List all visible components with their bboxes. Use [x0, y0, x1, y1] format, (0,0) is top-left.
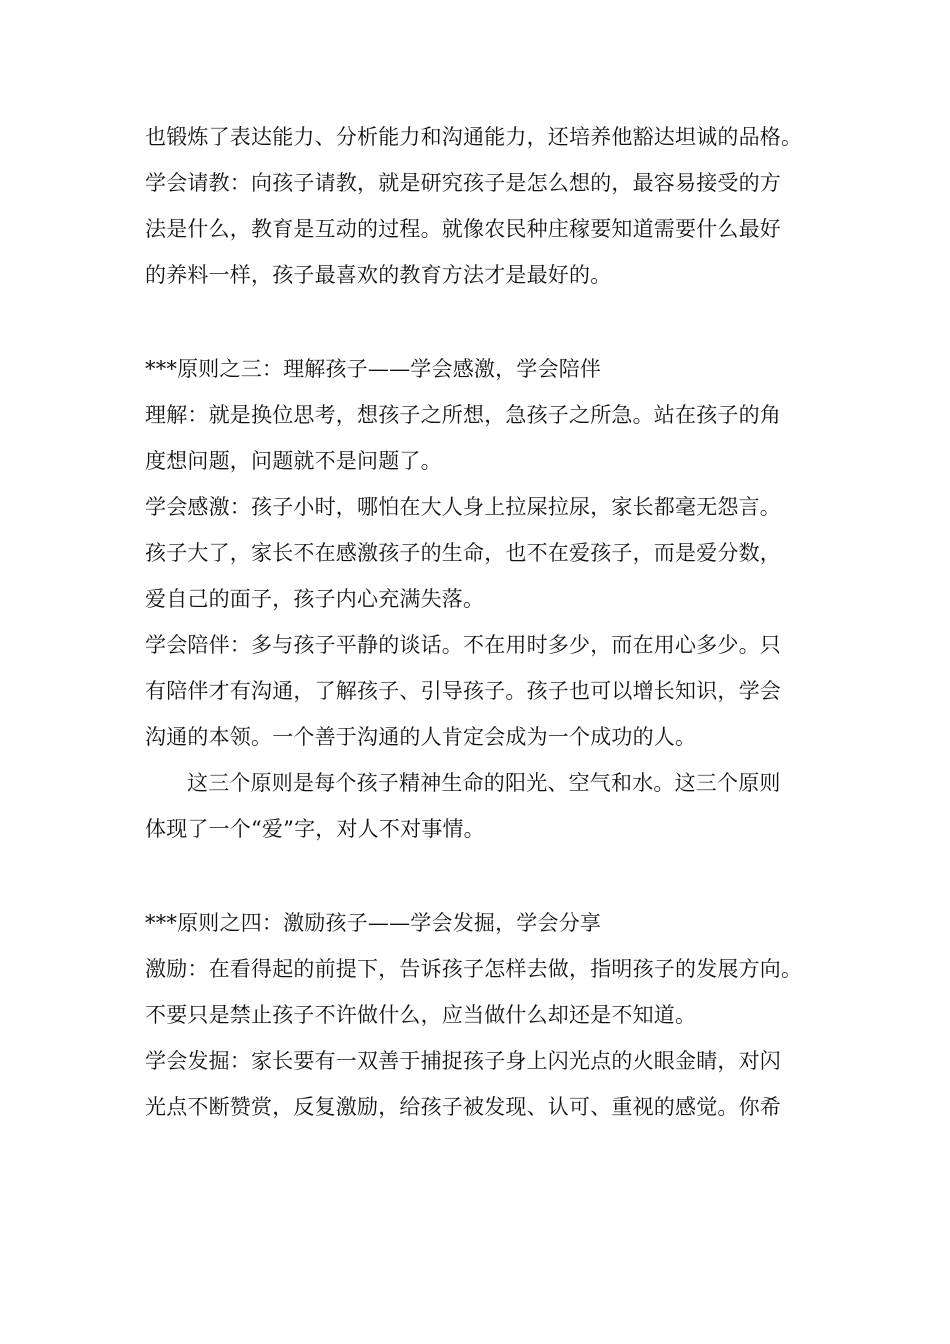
paragraph-line: 学会感激：孩子小时，哪怕在大人身上拉屎拉尿，家长都毫无怨言。	[145, 495, 781, 519]
section-heading-principle-3: ***原则之三：理解孩子——学会感激，学会陪伴	[145, 357, 602, 381]
paragraph-line: 学会陪伴：多与孩子平静的谈话。不在用时多少，而在用心多少。只	[145, 633, 781, 657]
paragraph-line: 法是什么，教育是互动的过程。就像农民种庄稼要知道需要什么最好	[145, 217, 781, 241]
paragraph-line: 爱自己的面子，孩子内心充满失落。	[145, 587, 485, 611]
paragraph-line: 学会请教：向孩子请教，就是研究孩子是怎么想的，最容易接受的方	[145, 171, 781, 195]
paragraph-line: 有陪伴才有沟通，了解孩子、引导孩子。孩子也可以增长知识，学会	[145, 679, 781, 703]
paragraph-line: 度想问题，问题就不是问题了。	[145, 449, 442, 473]
paragraph-line: 不要只是禁止孩子不许做什么，应当做什么却还是不知道。	[145, 1003, 697, 1027]
paragraph-line: 孩子大了，家长不在感激孩子的生命，也不在爱孩子，而是爱分数，	[145, 541, 781, 565]
section-heading-principle-4: ***原则之四：激励孩子——学会发掘，学会分享	[145, 911, 602, 935]
paragraph-line: 激励：在看得起的前提下，告诉孩子怎样去做，指明孩子的发展方向。	[145, 957, 803, 981]
paragraph-line-indented: 这三个原则是每个孩子精神生命的阳光、空气和水。这三个原则	[187, 771, 781, 795]
document-body	[145, 114, 813, 1130]
paragraph-line: 体现了一个“爱”字，对人不对事情。	[145, 817, 485, 841]
section-spacer	[145, 852, 813, 900]
section-spacer	[145, 298, 813, 346]
paragraph-line: 的养料一样，孩子最喜欢的教育方法才是最好的。	[145, 263, 612, 287]
paragraph-line: 学会发掘：家长要有一双善于捕捉孩子身上闪光点的火眼金睛，对闪	[145, 1049, 781, 1073]
paragraph-line: 沟通的本领。一个善于沟通的人肯定会成为一个成功的人。	[145, 725, 697, 749]
paragraph-line: 光点不断赞赏，反复激励，给孩子被发现、认可、重视的感觉。你希	[145, 1095, 781, 1119]
paragraph-line: 也锻炼了表达能力、分析能力和沟通能力，还培养他豁达坦诚的品格。	[145, 125, 803, 149]
paragraph-line: 理解：就是换位思考，想孩子之所想，急孩子之所急。站在孩子的角	[145, 403, 781, 427]
